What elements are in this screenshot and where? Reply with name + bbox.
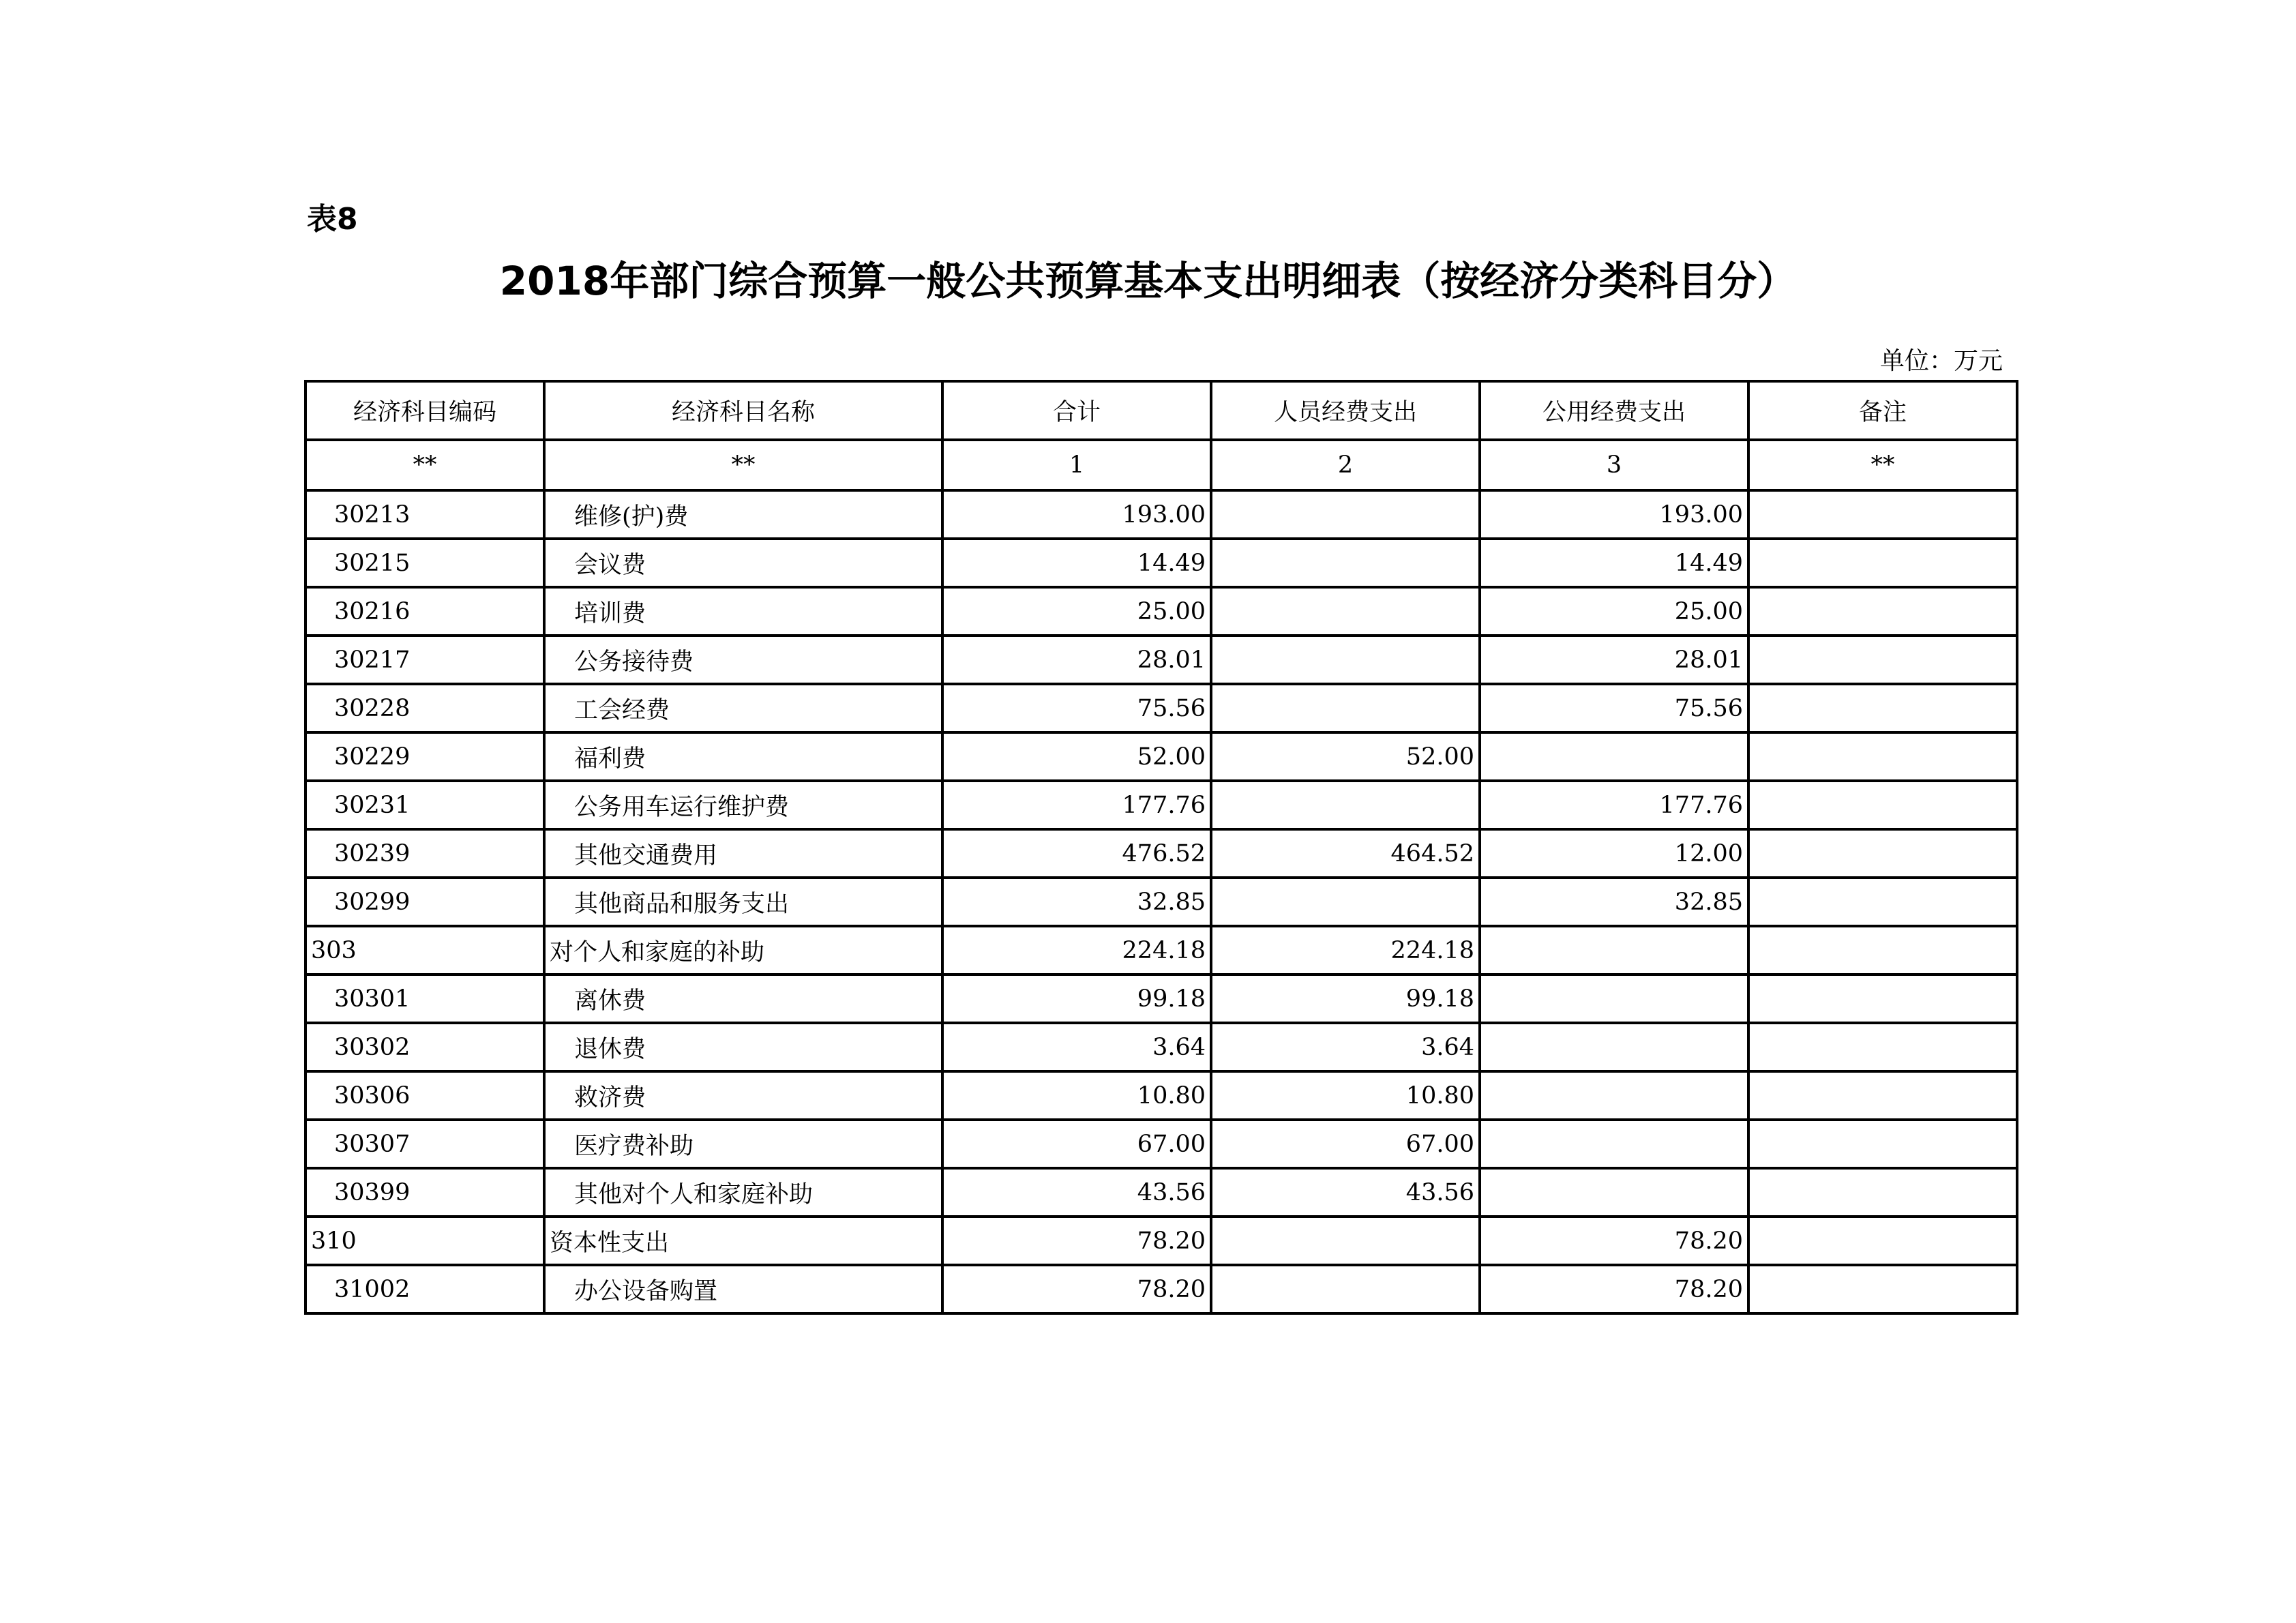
cell-code: 30399 (305, 1168, 544, 1217)
cell-total: 43.56 (942, 1168, 1211, 1217)
cell-name: 其他交通费用 (544, 829, 942, 878)
cell-name: 公务用车运行维护费 (544, 781, 942, 829)
cell-remarks (1748, 1071, 2017, 1120)
table-row (305, 878, 2017, 926)
cell-total: 193.00 (942, 490, 1211, 539)
index-personnel: 2 (1211, 440, 1480, 490)
cell-code: 30301 (305, 974, 544, 1023)
cell-public (1480, 732, 1748, 781)
cell-total: 3.64 (942, 1023, 1211, 1071)
cell-name: 维修(护)费 (544, 490, 942, 539)
cell-total: 67.00 (942, 1120, 1211, 1168)
cell-public (1480, 974, 1748, 1023)
table-row (305, 1071, 2017, 1120)
cell-public: 25.00 (1480, 587, 1748, 636)
table-row (305, 974, 2017, 1023)
cell-remarks (1748, 587, 2017, 636)
cell-name: 离休费 (544, 974, 942, 1023)
cell-personnel: 464.52 (1211, 829, 1480, 878)
header-remarks: 备注 (1748, 381, 2017, 440)
cell-personnel (1211, 539, 1480, 587)
document-title: 2018年部门综合预算一般公共预算基本支出明细表（按经济分类科目分） (499, 258, 1797, 304)
cell-name: 对个人和家庭的补助 (544, 926, 942, 974)
cell-total: 78.20 (942, 1217, 1211, 1265)
unit-label: 单位：万元 (1879, 347, 2003, 375)
cell-remarks (1748, 1217, 2017, 1265)
cell-code: 30299 (305, 878, 544, 926)
cell-code: 30306 (305, 1071, 544, 1120)
cell-personnel (1211, 684, 1480, 732)
budget-detail-table (304, 380, 2018, 1315)
table-row (305, 1168, 2017, 1217)
cell-name: 工会经费 (544, 684, 942, 732)
table-row (305, 684, 2017, 732)
cell-total: 177.76 (942, 781, 1211, 829)
cell-remarks (1748, 490, 2017, 539)
cell-personnel: 43.56 (1211, 1168, 1480, 1217)
cell-remarks (1748, 1265, 2017, 1313)
cell-total: 10.80 (942, 1071, 1211, 1120)
index-name: ** (544, 440, 942, 490)
cell-public: 78.20 (1480, 1217, 1748, 1265)
cell-remarks (1748, 539, 2017, 587)
cell-public: 32.85 (1480, 878, 1748, 926)
table-row (305, 926, 2017, 974)
cell-total: 14.49 (942, 539, 1211, 587)
cell-public: 193.00 (1480, 490, 1748, 539)
cell-code: 30231 (305, 781, 544, 829)
cell-code: 30216 (305, 587, 544, 636)
cell-code: 31002 (305, 1265, 544, 1313)
cell-personnel: 99.18 (1211, 974, 1480, 1023)
table-row (305, 1120, 2017, 1168)
cell-remarks (1748, 636, 2017, 684)
index-code: ** (305, 440, 544, 490)
cell-name: 其他对个人和家庭补助 (544, 1168, 942, 1217)
table-row (305, 490, 2017, 539)
cell-name: 其他商品和服务支出 (544, 878, 942, 926)
cell-remarks (1748, 1120, 2017, 1168)
cell-total: 75.56 (942, 684, 1211, 732)
cell-remarks (1748, 1023, 2017, 1071)
table-row (305, 636, 2017, 684)
cell-total: 99.18 (942, 974, 1211, 1023)
header-personnel: 人员经费支出 (1211, 381, 1480, 440)
table-row (305, 539, 2017, 587)
cell-public: 12.00 (1480, 829, 1748, 878)
index-remarks: ** (1748, 440, 2017, 490)
table-row (305, 1023, 2017, 1071)
cell-remarks (1748, 1168, 2017, 1217)
cell-name: 办公设备购置 (544, 1265, 942, 1313)
cell-code: 30307 (305, 1120, 544, 1168)
index-public: 3 (1480, 440, 1748, 490)
cell-name: 培训费 (544, 587, 942, 636)
cell-personnel (1211, 878, 1480, 926)
header-public: 公用经费支出 (1480, 381, 1748, 440)
cell-code: 30213 (305, 490, 544, 539)
cell-personnel (1211, 1217, 1480, 1265)
cell-personnel: 10.80 (1211, 1071, 1480, 1120)
cell-total: 52.00 (942, 732, 1211, 781)
table-row (305, 781, 2017, 829)
cell-code: 30228 (305, 684, 544, 732)
cell-personnel (1211, 587, 1480, 636)
cell-remarks (1748, 781, 2017, 829)
cell-personnel (1211, 490, 1480, 539)
cell-name: 资本性支出 (544, 1217, 942, 1265)
column-index-row (305, 440, 2017, 490)
cell-name: 救济费 (544, 1071, 942, 1120)
cell-public: 78.20 (1480, 1265, 1748, 1313)
cell-public (1480, 1023, 1748, 1071)
cell-name: 退休费 (544, 1023, 942, 1071)
cell-personnel: 3.64 (1211, 1023, 1480, 1071)
cell-personnel: 67.00 (1211, 1120, 1480, 1168)
cell-name: 医疗费补助 (544, 1120, 942, 1168)
index-total: 1 (942, 440, 1211, 490)
table-row (305, 1217, 2017, 1265)
cell-total: 476.52 (942, 829, 1211, 878)
cell-personnel: 224.18 (1211, 926, 1480, 974)
table-row (305, 732, 2017, 781)
header-total: 合计 (942, 381, 1211, 440)
cell-personnel (1211, 1265, 1480, 1313)
table-row (305, 1265, 2017, 1313)
cell-personnel: 52.00 (1211, 732, 1480, 781)
cell-public (1480, 926, 1748, 974)
cell-code: 303 (305, 926, 544, 974)
cell-remarks (1748, 878, 2017, 926)
cell-remarks (1748, 732, 2017, 781)
cell-public (1480, 1120, 1748, 1168)
cell-name: 公务接待费 (544, 636, 942, 684)
cell-total: 32.85 (942, 878, 1211, 926)
cell-code: 30302 (305, 1023, 544, 1071)
cell-code: 30239 (305, 829, 544, 878)
cell-code: 30215 (305, 539, 544, 587)
header-row (305, 381, 2017, 440)
header-name: 经济科目名称 (544, 381, 942, 440)
cell-remarks (1748, 974, 2017, 1023)
cell-public: 14.49 (1480, 539, 1748, 587)
cell-personnel (1211, 636, 1480, 684)
cell-remarks (1748, 684, 2017, 732)
table-number: 表8 (307, 202, 358, 237)
cell-remarks (1748, 829, 2017, 878)
cell-code: 30229 (305, 732, 544, 781)
cell-public (1480, 1071, 1748, 1120)
cell-remarks (1748, 926, 2017, 974)
cell-public: 28.01 (1480, 636, 1748, 684)
cell-name: 福利费 (544, 732, 942, 781)
cell-total: 224.18 (942, 926, 1211, 974)
table-row (305, 829, 2017, 878)
table-row (305, 587, 2017, 636)
cell-public (1480, 1168, 1748, 1217)
cell-personnel (1211, 781, 1480, 829)
cell-name: 会议费 (544, 539, 942, 587)
cell-public: 177.76 (1480, 781, 1748, 829)
cell-code: 30217 (305, 636, 544, 684)
cell-public: 75.56 (1480, 684, 1748, 732)
header-code: 经济科目编码 (305, 381, 544, 440)
cell-total: 28.01 (942, 636, 1211, 684)
cell-total: 25.00 (942, 587, 1211, 636)
cell-total: 78.20 (942, 1265, 1211, 1313)
cell-code: 310 (305, 1217, 544, 1265)
